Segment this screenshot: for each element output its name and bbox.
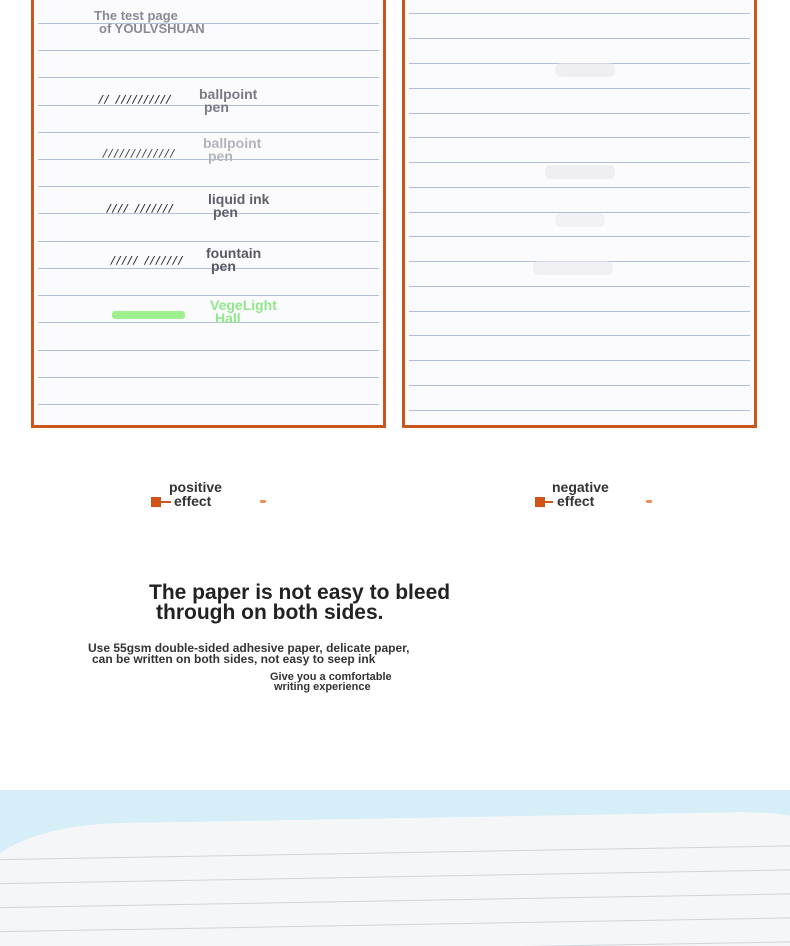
positive-marker-dot <box>260 500 266 503</box>
headline-line-2: through on both sides. <box>156 601 384 624</box>
test-page-title <box>94 9 205 35</box>
pen-strokes-fountain: ///// /////// <box>110 254 184 267</box>
show-through-mark <box>555 63 615 77</box>
description-paper: Use 55gsm double-sided adhesive paper, delicate paper, can be written on both sides, not easy to seep ink <box>88 641 410 666</box>
description-experience: Give you a comfortable writing experience <box>270 671 392 693</box>
headline-line-1: The paper is not easy to bleed <box>149 581 451 604</box>
highlighter-stroke <box>112 311 185 319</box>
pen-label-ballpoint-2: ballpoint pen <box>203 135 262 164</box>
title-line-1: The test page <box>94 8 178 23</box>
notebook-photo <box>0 790 790 946</box>
pen-label-fountain: fountain pen <box>206 245 262 274</box>
positive-side-panel <box>31 0 386 428</box>
notebook-page <box>0 811 790 946</box>
pen-strokes-liquid-ink: //// /////// <box>106 202 174 215</box>
headline <box>149 583 450 623</box>
title-line-2: of YOULVSHUAN <box>99 21 205 36</box>
positive-effect-caption: positive effect <box>169 479 222 509</box>
negative-side-panel <box>402 0 757 428</box>
pen-strokes-ballpoint-1: // ////////// <box>98 93 172 106</box>
pen-label-highlighter: VegeLight Hall <box>210 297 277 326</box>
show-through-mark <box>545 165 615 179</box>
show-through-mark <box>555 213 605 227</box>
negative-effect-caption: negative effect <box>552 479 609 509</box>
negative-marker-dot <box>646 500 652 503</box>
show-through-mark <box>533 261 613 275</box>
negative-marker-icon <box>535 497 545 507</box>
pen-label-ballpoint-1: ballpoint pen <box>199 86 258 115</box>
positive-marker-icon <box>151 497 161 507</box>
pen-label-liquid-ink: liquid ink pen <box>208 191 270 220</box>
pen-strokes-ballpoint-2: ///////////// <box>102 147 176 160</box>
